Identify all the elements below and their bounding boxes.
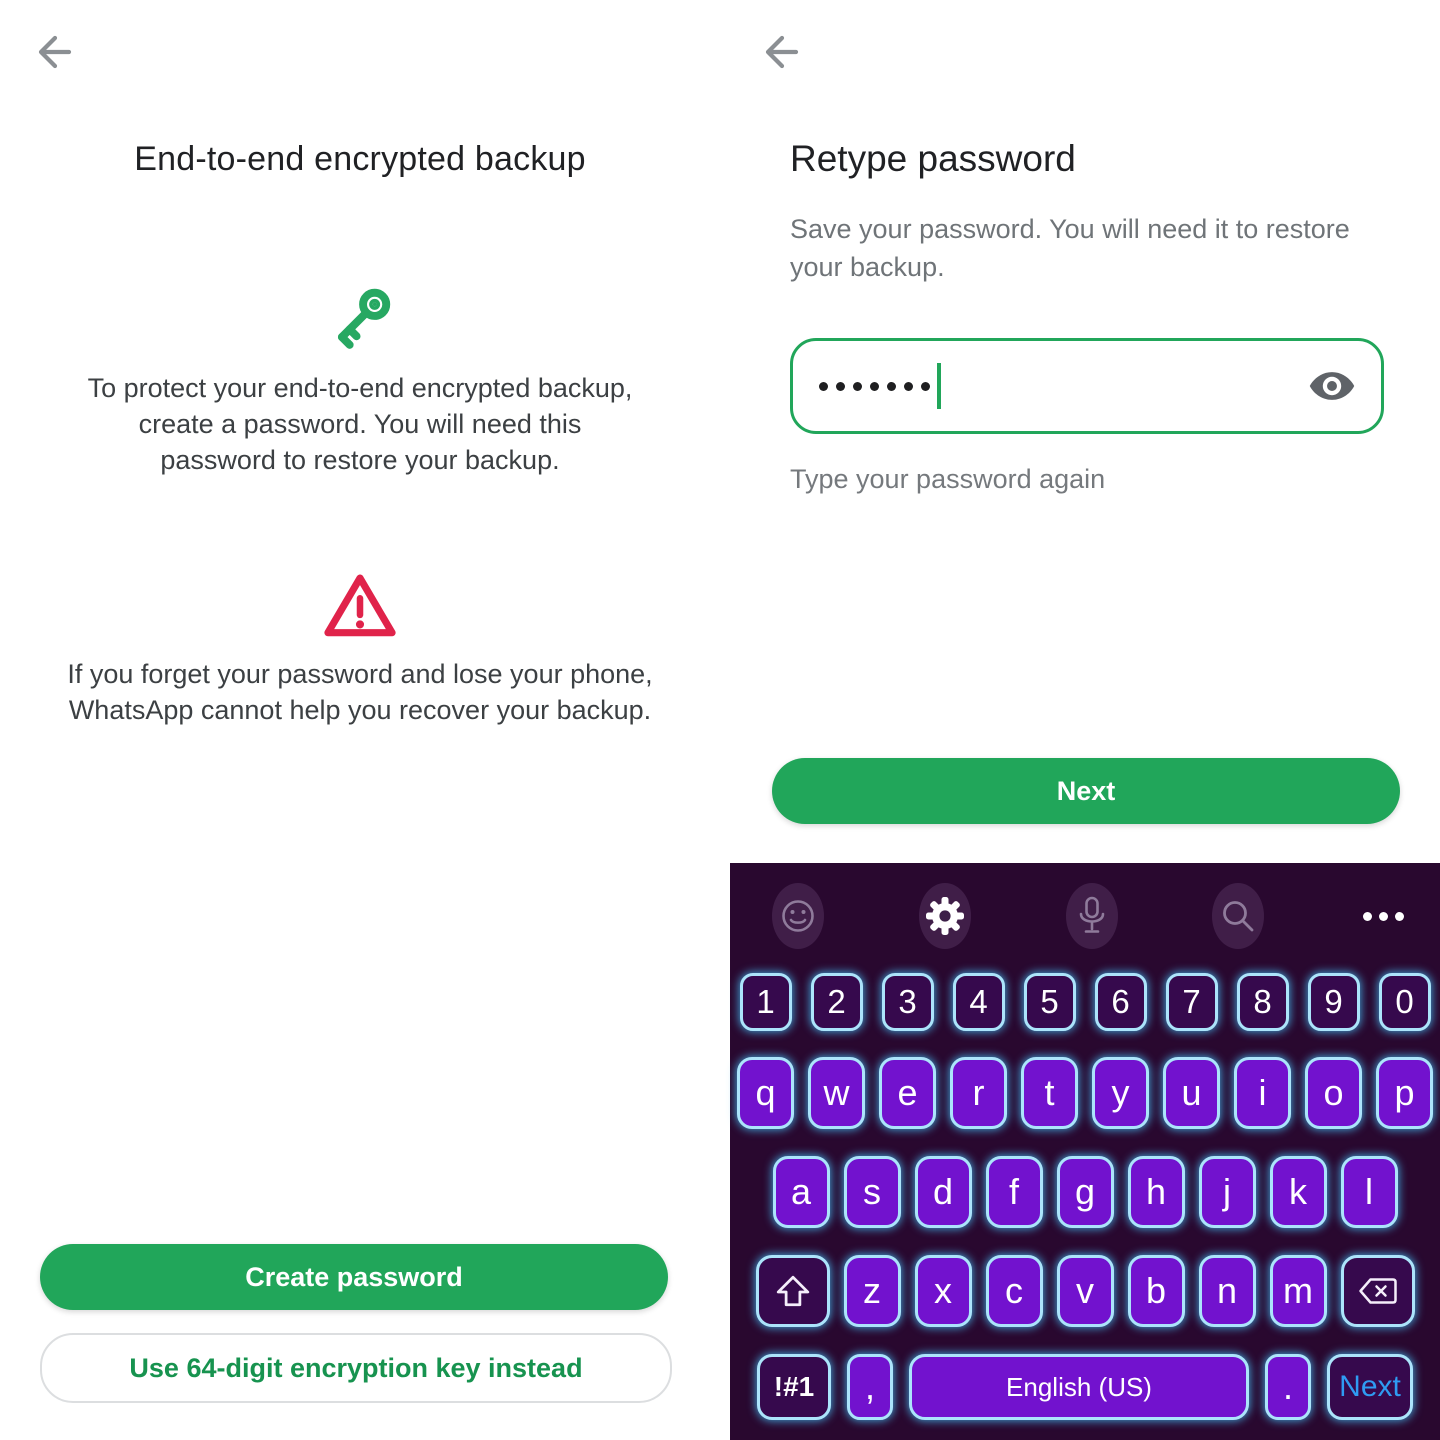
- key-s[interactable]: s: [844, 1156, 901, 1228]
- keyboard-keys: [730, 973, 1440, 1420]
- backspace-icon: [1358, 1277, 1398, 1305]
- key-q[interactable]: q: [737, 1057, 794, 1129]
- back-button[interactable]: [28, 28, 76, 76]
- key-4[interactable]: 4: [953, 973, 1005, 1031]
- password-dot: [853, 382, 862, 391]
- password-dot: [887, 382, 896, 391]
- key-!#1[interactable]: !#1: [757, 1354, 831, 1420]
- key-e[interactable]: e: [879, 1057, 936, 1129]
- keyboard-toolbar: [730, 863, 1440, 959]
- key-shift[interactable]: [756, 1255, 830, 1327]
- page-title: Retype password: [790, 138, 1076, 179]
- back-arrow-icon: [28, 28, 76, 76]
- warning-triangle-icon: [322, 572, 398, 645]
- key-k[interactable]: k: [1270, 1156, 1327, 1228]
- key-3[interactable]: 3: [882, 973, 934, 1031]
- password-dot: [836, 382, 845, 391]
- key-2[interactable]: 2: [811, 973, 863, 1031]
- key-v[interactable]: v: [1057, 1255, 1114, 1327]
- key-,[interactable]: ,: [847, 1354, 893, 1420]
- onscreen-keyboard: [730, 863, 1440, 1440]
- key-o[interactable]: o: [1305, 1057, 1362, 1129]
- keyboard-row: [730, 973, 1440, 1031]
- keyboard-more-button[interactable]: [1359, 902, 1408, 931]
- voice-input-button[interactable]: [1066, 883, 1118, 949]
- text-cursor: [937, 363, 941, 409]
- next-button[interactable]: Next: [772, 758, 1400, 824]
- key-p[interactable]: p: [1376, 1057, 1433, 1129]
- emoji-button[interactable]: [772, 883, 824, 949]
- screen-retype-password: [720, 0, 1440, 1440]
- key-u[interactable]: u: [1163, 1057, 1220, 1129]
- keyboard-row: [730, 1057, 1440, 1129]
- subtitle-text: Save your password. You will need it to restore your backup.: [790, 214, 1350, 282]
- key-r[interactable]: r: [950, 1057, 1007, 1129]
- key-9[interactable]: 9: [1308, 973, 1360, 1031]
- password-input[interactable]: [790, 338, 1384, 434]
- key-j[interactable]: j: [1199, 1156, 1256, 1228]
- key-.[interactable]: .: [1265, 1354, 1311, 1420]
- key-6[interactable]: 6: [1095, 973, 1147, 1031]
- key-8[interactable]: 8: [1237, 973, 1289, 1031]
- keyboard-row: [730, 1354, 1440, 1420]
- key-d[interactable]: d: [915, 1156, 972, 1228]
- toggle-password-visibility-button[interactable]: [1309, 370, 1355, 402]
- key-y[interactable]: y: [1092, 1057, 1149, 1129]
- password-helper-text: Type your password again: [790, 464, 1106, 494]
- key-i[interactable]: i: [1234, 1057, 1291, 1129]
- smiley-icon: [779, 897, 817, 935]
- key-h[interactable]: h: [1128, 1156, 1185, 1228]
- password-dot: [819, 382, 828, 391]
- key-g[interactable]: g: [1057, 1156, 1114, 1228]
- key-next[interactable]: Next: [1327, 1354, 1413, 1420]
- create-password-button[interactable]: Create password: [40, 1244, 668, 1310]
- key-a[interactable]: a: [773, 1156, 830, 1228]
- keyboard-search-button[interactable]: [1212, 883, 1264, 949]
- key-x[interactable]: x: [915, 1255, 972, 1327]
- key-1[interactable]: 1: [740, 973, 792, 1031]
- key-english-(us)[interactable]: English (US): [909, 1354, 1249, 1420]
- key-n[interactable]: n: [1199, 1255, 1256, 1327]
- key-t[interactable]: t: [1021, 1057, 1078, 1129]
- key-f[interactable]: f: [986, 1156, 1043, 1228]
- key-5[interactable]: 5: [1024, 973, 1076, 1031]
- masked-password-dots: [819, 382, 930, 391]
- keyboard-settings-button[interactable]: [919, 883, 971, 949]
- key-w[interactable]: w: [808, 1057, 865, 1129]
- password-dot: [904, 382, 913, 391]
- microphone-icon: [1074, 896, 1110, 936]
- keyboard-row: [730, 1156, 1440, 1228]
- eye-icon: [1309, 370, 1355, 402]
- shift-icon: [775, 1274, 811, 1308]
- key-c[interactable]: c: [986, 1255, 1043, 1327]
- key-7[interactable]: 7: [1166, 973, 1218, 1031]
- back-arrow-icon: [755, 28, 803, 76]
- search-icon: [1219, 897, 1257, 935]
- password-dot: [921, 382, 930, 391]
- key-l[interactable]: l: [1341, 1156, 1398, 1228]
- key-z[interactable]: z: [844, 1255, 901, 1327]
- keyboard-row: [730, 1255, 1440, 1327]
- gear-icon: [923, 894, 967, 938]
- key-m[interactable]: m: [1270, 1255, 1327, 1327]
- key-icon: [321, 280, 399, 363]
- page-title: End-to-end encrypted backup: [134, 140, 586, 178]
- info-text-primary: To protect your end-to-end encrypted backup, create a password. You will need this password to restore your backup.: [87, 373, 633, 475]
- key-b[interactable]: b: [1128, 1255, 1185, 1327]
- key-backspace[interactable]: [1341, 1255, 1415, 1327]
- info-text-warning: If you forget your password and lose your phone, WhatsApp cannot help you recover your backup.: [67, 659, 653, 725]
- back-button[interactable]: [755, 28, 803, 76]
- password-dot: [870, 382, 879, 391]
- ellipsis-icon: [1363, 912, 1372, 921]
- key-0[interactable]: 0: [1379, 973, 1431, 1031]
- use-64-digit-key-button[interactable]: Use 64-digit encryption key instead: [40, 1333, 672, 1403]
